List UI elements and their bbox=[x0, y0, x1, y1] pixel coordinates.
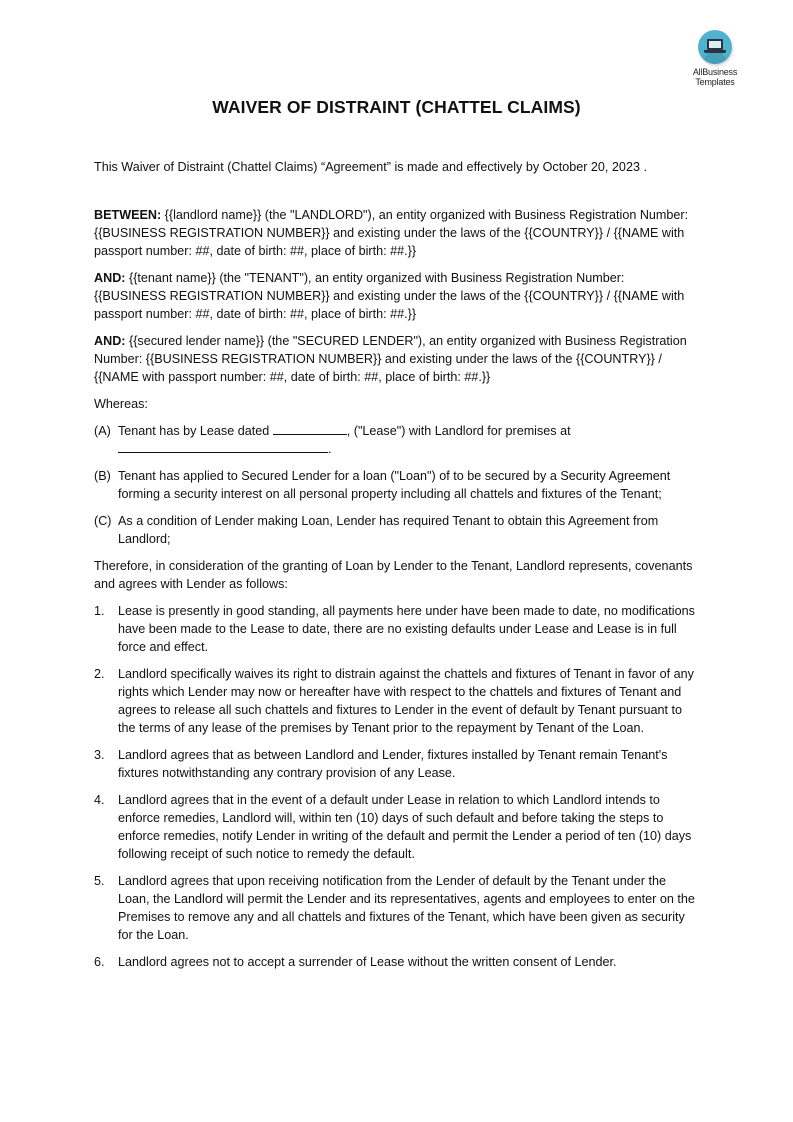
allbusiness-templates-logo bbox=[683, 30, 747, 87]
clause-text: Landlord agrees not to accept a surrender of Lease without the written consent of Lender. bbox=[118, 955, 617, 969]
clause-number: 2. bbox=[94, 667, 105, 681]
party-secured-lender bbox=[94, 332, 700, 386]
therefore-paragraph: Therefore, in consideration of the granting of Loan by Lender to the Tenant, Landlord represents, covenants and agrees with Lender as follows: bbox=[94, 559, 693, 591]
laptop-icon bbox=[698, 30, 732, 64]
document-title: WAIVER OF DISTRAINT (CHATTEL CLAIMS) bbox=[212, 97, 581, 117]
clause-2 bbox=[94, 665, 700, 737]
party-text: {{tenant name}} (the "TENANT"), an entity organized with Business Registration Number: {{BUSINESS REGISTRATION NUMBER}} and existing under the laws of the {{COUNTRY}} / {{NAME with passport number: ##, date of birth: ##, place of birth: ##.}} bbox=[94, 271, 685, 321]
clause-5 bbox=[94, 872, 700, 944]
recital-marker: (B) bbox=[94, 469, 111, 483]
recital-marker: (C) bbox=[94, 514, 112, 528]
clause-3 bbox=[94, 746, 700, 782]
intro-paragraph: This Waiver of Distraint (Chattel Claims) “Agreement” is made and effectively by October 20, 2023 . bbox=[94, 160, 647, 174]
party-tenant bbox=[94, 269, 700, 323]
clause-number: 4. bbox=[94, 793, 105, 807]
recital-marker: (A) bbox=[94, 424, 111, 438]
clause-number: 1. bbox=[94, 604, 105, 618]
logo-text bbox=[693, 67, 737, 87]
party-label: BETWEEN: bbox=[94, 208, 162, 222]
clause-text: Landlord agrees that upon receiving notification from the Lender of default by the Tenant under the Loan, the Landlord will permit the Lender and its representatives, agents and employees to enter on the Premises to remove any and all chattels and fixtures of the Tenant, which have been given as security for the Loan. bbox=[118, 874, 695, 942]
clause-6 bbox=[94, 953, 700, 971]
recital-text: Tenant has by Lease dated , ("Lease") with Landlord for premises at . bbox=[118, 424, 571, 456]
recital-text: Tenant has applied to Secured Lender for a loan ("Loan") of to be secured by a Security Agreement forming a security interest on all personal property including all chattels and fixtures of the Tenant; bbox=[118, 469, 671, 501]
premises-address-blank[interactable] bbox=[118, 440, 328, 453]
clause-number: 5. bbox=[94, 874, 105, 888]
clause-1 bbox=[94, 602, 700, 656]
clause-text: Landlord agrees that as between Landlord and Lender, fixtures installed by Tenant remain Tenant's fixtures notwithstanding any contrary provision of any Lease. bbox=[118, 748, 668, 780]
logo-line-1: AllBusiness bbox=[692, 67, 738, 77]
clause-number: 3. bbox=[94, 748, 105, 762]
party-label: AND: bbox=[94, 334, 126, 348]
recital-b bbox=[94, 467, 700, 503]
logo-line-2: Templates bbox=[695, 77, 735, 87]
recital-a bbox=[94, 422, 700, 458]
party-text: {{landlord name}} (the "LANDLORD"), an entity organized with Business Registration Number: {{BUSINESS REGISTRATION NUMBER}} and existing under the laws of the {{COUNTRY}} / {{NAME with passport number: ##, date of birth: ##, place of birth: ##.}} bbox=[94, 208, 689, 258]
recital-text: As a condition of Lender making Loan, Lender has required Tenant to obtain this Agreement from Landlord; bbox=[118, 514, 659, 546]
party-landlord bbox=[94, 206, 700, 260]
clause-text: Lease is presently in good standing, all payments here under have been made to date, no modifications have been made to the Lease to date, there are no existing defaults under Lease and Lease is in full force and effect. bbox=[118, 604, 695, 654]
party-text: {{secured lender name}} (the "SECURED LENDER"), an entity organized with Business Registration Number: {{BUSINESS REGISTRATION NUMBER}} and existing under the laws of the {{COUNTRY}} / {{NAME with passport number: ##, date of birth: ##, place of birth: ##.}} bbox=[94, 334, 687, 384]
clause-number: 6. bbox=[94, 955, 105, 969]
recital-c bbox=[94, 512, 700, 548]
clause-4 bbox=[94, 791, 700, 863]
document-body bbox=[94, 158, 700, 980]
clause-text: Landlord specifically waives its right to distrain against the chattels and fixtures of Tenant in favor of any rights which Lender may now or hereafter have with respect to the chattels and fixtures of Tenant and agrees to release all such chattels and fixtures to Lender in the event of default by Tenant pursuant to the terms of any lease of the premises by Tenant prior to the repayment by Tenant of the Loan. bbox=[118, 667, 694, 735]
clause-text: Landlord agrees that in the event of a default under Lease in relation to which Landlord intends to enforce remedies, Landlord will, within ten (10) days of such default and before taking the steps to enforce remedies, notify Lender in writing of the default and permit the Lender a period of ten (10) days following receipt of such notice to remedy the default. bbox=[118, 793, 692, 861]
whereas-label: Whereas: bbox=[94, 397, 148, 411]
party-label: AND: bbox=[94, 271, 126, 285]
lease-date-blank[interactable] bbox=[273, 422, 347, 435]
